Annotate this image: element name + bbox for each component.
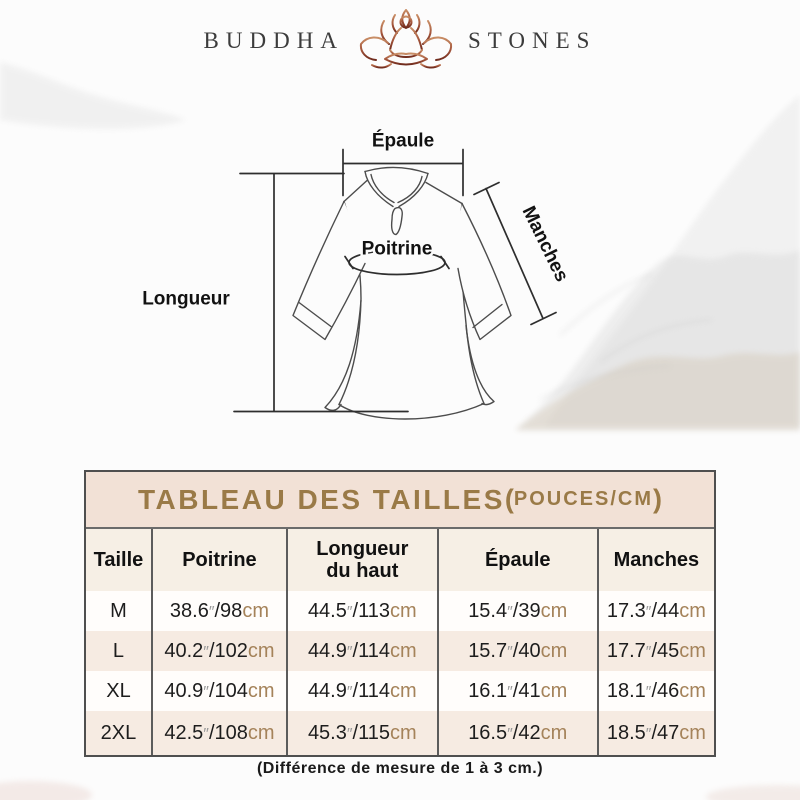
size-cell: 16.1″/41cm xyxy=(438,671,598,711)
size-cell: 40.9″/104cm xyxy=(152,671,287,711)
lotus-meditation-icon xyxy=(359,9,453,73)
size-cell: 18.5″/47cm xyxy=(598,711,714,755)
header-row xyxy=(86,529,714,591)
size-cell: 15.4″/39cm xyxy=(438,591,598,631)
size-cell: 16.5″/42cm xyxy=(438,711,598,755)
col-header-longueur: Longueur du haut xyxy=(287,529,438,591)
garment-measurement-diagram xyxy=(128,112,628,450)
size-cell: 44.9″/114cm xyxy=(287,671,438,711)
size-table-grid xyxy=(86,529,714,755)
table-row-l xyxy=(86,631,714,671)
brand-word-right: STONES xyxy=(467,28,597,53)
label-sleeve: Manches xyxy=(517,202,573,286)
measure-shoulder xyxy=(343,150,463,196)
col-header-manches: Manches xyxy=(598,529,714,591)
col-header-poitrine: Poitrine xyxy=(152,529,287,591)
brand-word-left: BUDDHA xyxy=(203,28,344,53)
unit-paren-open: ( xyxy=(504,484,514,514)
measurement-note: (Différence de mesure de 1 à 3 cm.) xyxy=(256,760,544,777)
size-cell: 45.3″/115cm xyxy=(287,711,438,755)
taille-cell: L xyxy=(112,639,125,662)
size-cell: 18.1″/46cm xyxy=(598,671,714,711)
size-table xyxy=(84,470,716,757)
taille-cell: 2XL xyxy=(100,721,137,744)
shirt-drawing xyxy=(293,167,511,419)
size-cell: 42.5″/108cm xyxy=(152,711,287,755)
size-table-title xyxy=(86,472,714,529)
table-row-xl xyxy=(86,671,714,711)
size-table-title-text: TABLEAU DES TAILLES xyxy=(137,483,505,515)
size-cell: 17.3″/44cm xyxy=(598,591,714,631)
label-shoulder: Épaule xyxy=(371,130,435,152)
size-cell: 44.9″/114cm xyxy=(287,631,438,671)
label-length: Longueur xyxy=(142,288,230,310)
col-header-taille: Taille xyxy=(93,549,144,571)
table-row-2xl xyxy=(86,711,714,755)
size-table-unit: POUCES/CM xyxy=(513,488,654,510)
size-cell: 38.6″/98cm xyxy=(152,591,287,631)
taille-cell: XL xyxy=(106,679,131,702)
taille-cell: M xyxy=(110,599,127,622)
size-cell: 40.2″/102cm xyxy=(152,631,287,671)
brand-header xyxy=(0,6,800,76)
table-row-m xyxy=(86,591,714,631)
size-cell: 17.7″/45cm xyxy=(598,631,714,671)
size-cell: 15.7″/40cm xyxy=(438,631,598,671)
size-cell: 44.5″/113cm xyxy=(287,591,438,631)
label-chest: Poitrine xyxy=(361,238,433,260)
col-header-epaule: Épaule xyxy=(438,529,598,591)
unit-paren-close: ) xyxy=(653,484,663,514)
